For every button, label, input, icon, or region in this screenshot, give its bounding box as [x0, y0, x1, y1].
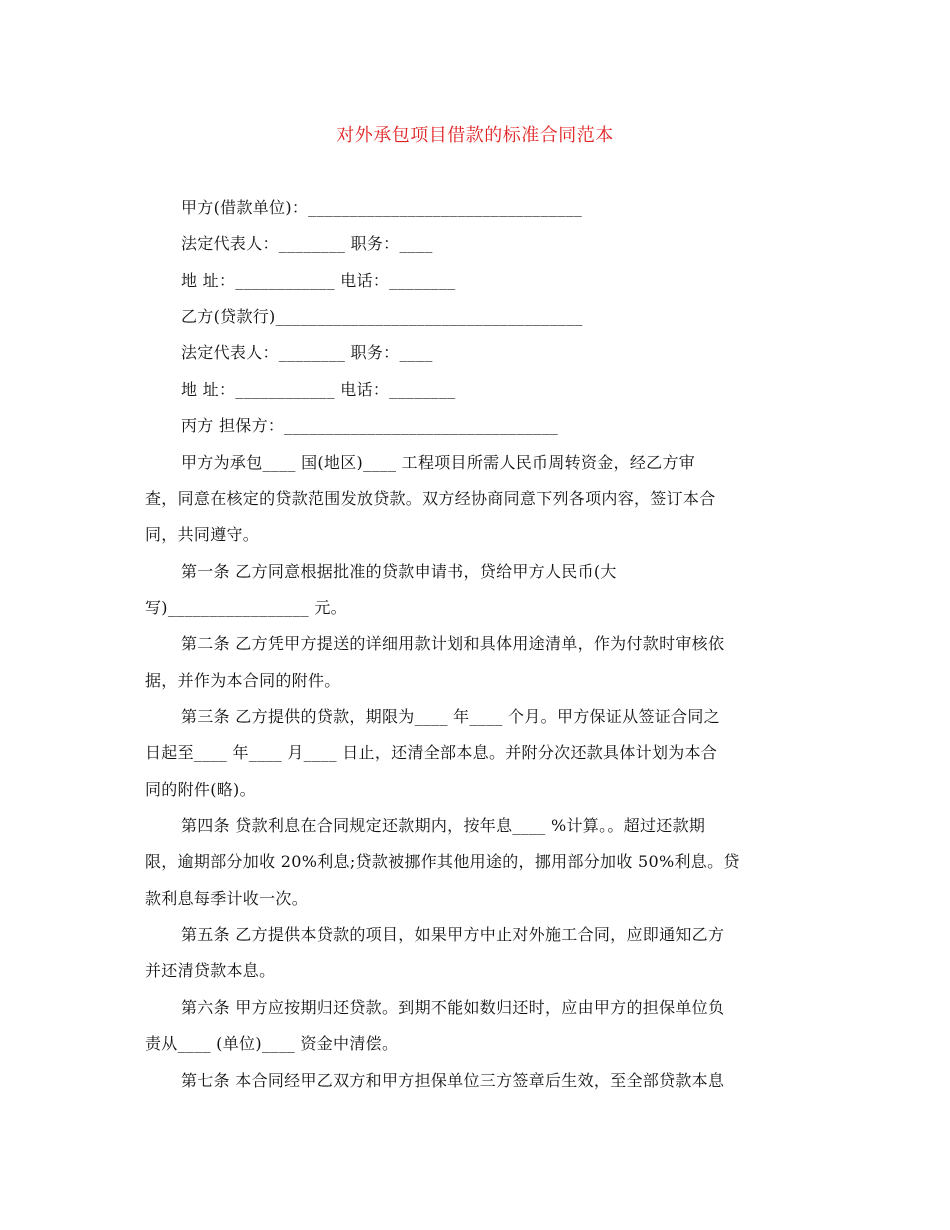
preamble-line: 查，同意在核定的贷款范围发放贷款。双方经协商同意下列各项内容，签订本合 [145, 489, 716, 508]
article-2-line: 第二条 乙方凭甲方提送的详细用款计划和具体用途清单，作为付款时审核依 [181, 634, 725, 653]
article-6-line: 责从____ (单位)____ 资金中清偿。 [145, 1034, 399, 1053]
party-b-name-line: 乙方(贷款行)_____________________________________ [181, 307, 583, 326]
article-1-line: 写)_________________ 元。 [145, 598, 347, 617]
article-3-line: 同的附件(略)。 [145, 780, 256, 799]
party-b-address-line: 地 址：____________ 电话：________ [181, 380, 456, 399]
document-title: 对外承包项目借款的标准合同范本 [336, 125, 614, 146]
preamble-line: 同，共同遵守。 [145, 525, 260, 544]
article-3-line: 日起至____ 年____ 月____ 日止，还清全部本息。并附分次还款具体计划为本合 [145, 743, 718, 762]
article-6-line: 第六条 甲方应按期归还贷款。到期不能如数归还时，应由甲方的担保单位负 [181, 998, 725, 1017]
party-a-name-line: 甲方(借款单位)：_________________________________ [181, 198, 583, 217]
party-a-address-line: 地 址：____________ 电话：________ [181, 271, 456, 290]
party-c-guarantor-line: 丙方 担保方：_________________________________ [181, 416, 559, 435]
party-a-representative-line: 法定代表人：________ 职务：____ [181, 234, 433, 253]
article-3-line: 第三条 乙方提供的贷款，期限为____ 年____ 个月。甲方保证从签证合同之 [181, 707, 720, 726]
article-1-line: 第一条 乙方同意根据批准的贷款申请书，贷给甲方人民币(大 [181, 562, 617, 581]
article-4-line: 第四条 贷款利息在合同规定还款期内，按年息____ %计算。。超过还款期 [181, 816, 706, 835]
article-5-line: 第五条 乙方提供本贷款的项目，如果甲方中止对外施工合同，应即通知乙方 [181, 925, 725, 944]
article-4-line: 款利息每季计收一次。 [145, 889, 309, 908]
article-2-line: 据，并作为本合同的附件。 [145, 671, 341, 690]
preamble-line: 甲方为承包____ 国(地区)____ 工程项目所需人民币周转资金，经乙方审 [181, 453, 696, 472]
article-4-line: 限，逾期部分加收 20%利息;贷款被挪作其他用途的，挪用部分加收 50%利息。贷 [145, 852, 740, 871]
article-7-line: 第七条 本合同经甲乙双方和甲方担保单位三方签章后生效，至全部贷款本息 [181, 1071, 725, 1090]
article-5-line: 并还清贷款本息。 [145, 961, 276, 980]
party-b-representative-line: 法定代表人：________ 职务：____ [181, 343, 433, 362]
